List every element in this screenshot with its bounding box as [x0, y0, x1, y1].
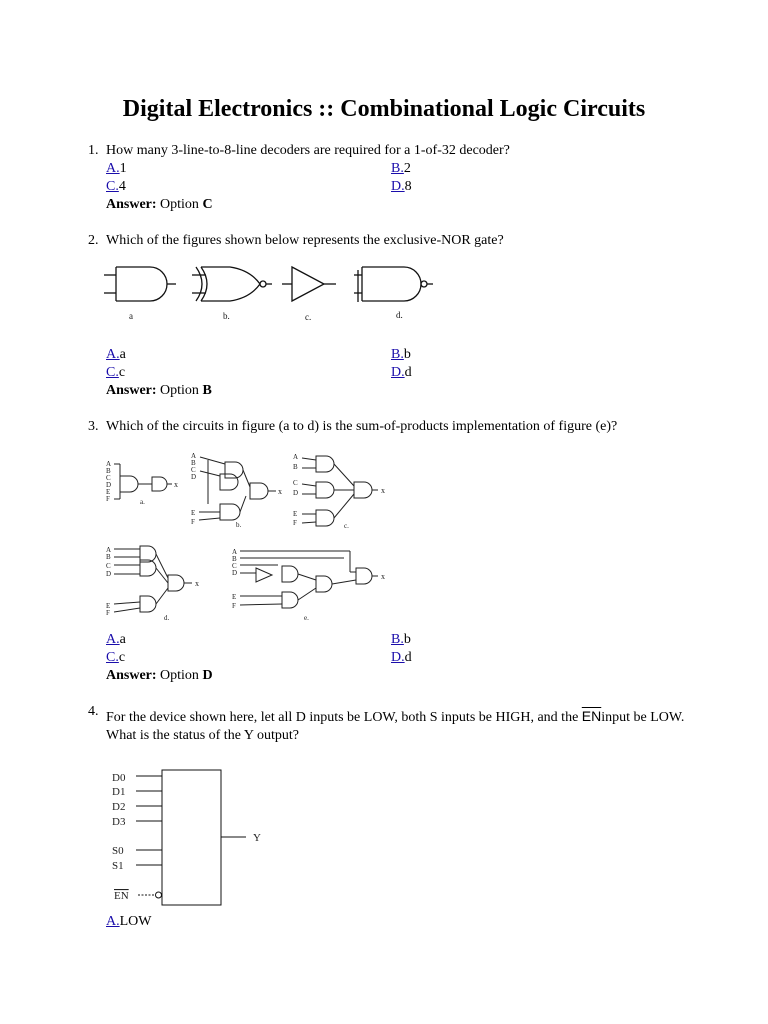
- q3-option-d-value: d: [404, 650, 412, 665]
- svg-text:B: B: [106, 553, 111, 561]
- q1-option-a-link[interactable]: A.: [106, 161, 120, 176]
- circuit-c: [293, 453, 385, 530]
- q1-option-d: [391, 178, 412, 196]
- q1-option-d-value: 8: [404, 179, 412, 194]
- q3-option-b: [391, 631, 411, 649]
- svg-text:C: C: [232, 562, 237, 570]
- question-1-text: How many 3-line-to-8-line decoders are required for a 1-of-32 decoder?: [106, 143, 510, 158]
- svg-text:E: E: [106, 488, 111, 496]
- question-4-number: 4.: [88, 704, 99, 719]
- gate-c-label: c.: [305, 312, 312, 322]
- gate-a-and: [104, 267, 176, 301]
- input-d1-label: D1: [112, 786, 126, 798]
- q3-answer: [106, 667, 213, 685]
- q2-option-b-value: b: [403, 347, 411, 362]
- svg-text:D: D: [191, 473, 197, 481]
- svg-text:D: D: [293, 489, 299, 497]
- svg-text:E: E: [191, 509, 196, 517]
- q2-option-b: [391, 346, 411, 364]
- q1-answer-value: C: [202, 197, 213, 212]
- question-3-text: Which of the circuits in figure (a to d) is the sum-of-products implementation of figure (e)?: [106, 419, 618, 434]
- q2-option-c: [106, 364, 125, 382]
- svg-text:x: x: [195, 579, 199, 588]
- q2-option-a: [106, 346, 126, 364]
- q2-option-a-link[interactable]: A.: [106, 347, 120, 362]
- svg-text:D: D: [106, 481, 112, 489]
- svg-text:F: F: [293, 519, 297, 527]
- gate-b-xnor: [192, 267, 272, 301]
- svg-text:E: E: [106, 602, 111, 610]
- page-title: Digital Electronics :: Combinational Logic Circuits: [122, 96, 646, 122]
- q3-answer-prefix: Option: [160, 668, 199, 683]
- svg-text:A: A: [106, 546, 112, 554]
- q2-gate-figures: [100, 258, 440, 328]
- q2-answer-prefix: Option: [160, 383, 199, 398]
- q3-option-b-link[interactable]: B.: [391, 632, 404, 647]
- q1-option-a-value: 1: [119, 161, 127, 176]
- question-3-number: 3.: [88, 419, 99, 434]
- circuit-d-label: d.: [164, 614, 170, 622]
- q4-text-after: input be LOW. What is the status of the Y output?: [106, 710, 685, 743]
- svg-text:A: A: [191, 452, 197, 460]
- svg-text:C: C: [106, 562, 111, 570]
- q2-option-d-value: d: [404, 365, 412, 380]
- svg-text:x: x: [174, 480, 178, 489]
- q4-option-a-link[interactable]: A.: [106, 914, 120, 929]
- q1-answer: [106, 196, 213, 214]
- question-2-number: 2.: [88, 233, 99, 248]
- q1-option-d-link[interactable]: D.: [391, 179, 405, 194]
- svg-text:A: A: [232, 548, 238, 556]
- gate-a-label: a: [129, 311, 133, 321]
- q1-option-b-link[interactable]: B.: [391, 161, 404, 176]
- svg-text:x: x: [381, 486, 385, 495]
- svg-text:x: x: [381, 572, 385, 581]
- q3-option-d-link[interactable]: D.: [391, 650, 405, 665]
- q3-option-a: [106, 631, 126, 649]
- q4-text-before: For the device shown here, let all D inputs be LOW, both S inputs be HIGH, and the: [106, 710, 582, 725]
- q2-option-c-link[interactable]: C.: [106, 365, 119, 380]
- q1-option-a: [106, 160, 127, 178]
- circuit-a: [106, 460, 178, 506]
- svg-text:B: B: [293, 463, 298, 471]
- q3-option-c-value: c: [118, 650, 126, 665]
- q2-answer: [106, 382, 212, 400]
- q3-answer-value: D: [202, 668, 213, 683]
- input-s0-label: S0: [112, 845, 124, 857]
- q2-option-c-value: c: [118, 365, 126, 380]
- svg-text:C: C: [191, 466, 196, 474]
- input-d0-label: D0: [112, 772, 126, 784]
- q2-option-b-link[interactable]: B.: [391, 347, 404, 362]
- q3-answer-label: Answer:: [106, 668, 157, 683]
- q1-option-c-link[interactable]: C.: [106, 179, 119, 194]
- q3-circuit-figures: [100, 448, 400, 628]
- svg-text:C: C: [293, 479, 298, 487]
- q1-option-c: [106, 178, 126, 196]
- input-d2-label: D2: [112, 801, 126, 813]
- q1-option-c-value: 4: [118, 179, 126, 194]
- svg-text:E: E: [232, 593, 237, 601]
- svg-text:F: F: [106, 495, 110, 503]
- svg-text:E: E: [293, 510, 298, 518]
- circuit-c-label: c.: [344, 522, 349, 530]
- q3-option-a-value: a: [119, 632, 126, 647]
- device-body: [162, 770, 221, 905]
- gate-b-label: b.: [223, 311, 230, 321]
- q4-text-en: $\overline{EN}$: [581, 708, 602, 724]
- gate-d-nand: [354, 267, 433, 302]
- circuit-a-label: a.: [140, 498, 145, 506]
- q2-answer-label: Answer:: [106, 383, 157, 398]
- svg-text:x: x: [278, 487, 282, 496]
- svg-text:F: F: [106, 609, 110, 617]
- svg-text:A: A: [106, 460, 112, 468]
- q2-option-d: [391, 364, 412, 382]
- q3-option-c: [106, 649, 125, 667]
- question-2-text: Which of the figures shown below represents the exclusive-NOR gate?: [106, 233, 504, 248]
- svg-text:B: B: [106, 467, 111, 475]
- circuit-b-label: b.: [236, 521, 242, 529]
- q2-option-a-value: a: [119, 347, 126, 362]
- input-d3-label: D3: [112, 816, 126, 828]
- q4-option-a: [106, 913, 152, 931]
- svg-text:B: B: [232, 555, 237, 563]
- q1-option-b: [391, 160, 411, 178]
- svg-text:D: D: [232, 569, 238, 577]
- input-en-label: EN: [114, 890, 129, 902]
- circuit-e-label: e.: [304, 614, 309, 622]
- q3-option-b-value: b: [403, 632, 411, 647]
- question-1-number: 1.: [88, 143, 99, 158]
- q2-option-d-link[interactable]: D.: [391, 365, 405, 380]
- svg-text:F: F: [191, 518, 195, 526]
- circuit-b: [191, 452, 282, 529]
- q3-option-a-link[interactable]: A.: [106, 632, 120, 647]
- q4-device-diagram: [108, 766, 278, 912]
- gate-c-buffer: [282, 267, 336, 301]
- output-y-label: Y: [253, 832, 261, 844]
- svg-text:F: F: [232, 602, 236, 610]
- q1-option-b-value: 2: [403, 161, 411, 176]
- gate-d-label: d.: [396, 310, 403, 320]
- svg-text:A: A: [293, 453, 299, 461]
- q4-option-a-value: LOW: [119, 914, 152, 929]
- circuit-d: [106, 546, 199, 622]
- q3-option-d: [391, 649, 412, 667]
- circuit-e: [232, 548, 385, 622]
- q1-answer-label: Answer:: [106, 197, 157, 212]
- input-s1-label: S1: [112, 860, 124, 872]
- q3-option-c-link[interactable]: C.: [106, 650, 119, 665]
- q2-answer-value: B: [202, 383, 212, 398]
- svg-text:C: C: [106, 474, 111, 482]
- q1-answer-prefix: Option: [160, 197, 199, 212]
- svg-text:D: D: [106, 570, 112, 578]
- question-4-text: [106, 707, 686, 745]
- svg-text:B: B: [191, 459, 196, 467]
